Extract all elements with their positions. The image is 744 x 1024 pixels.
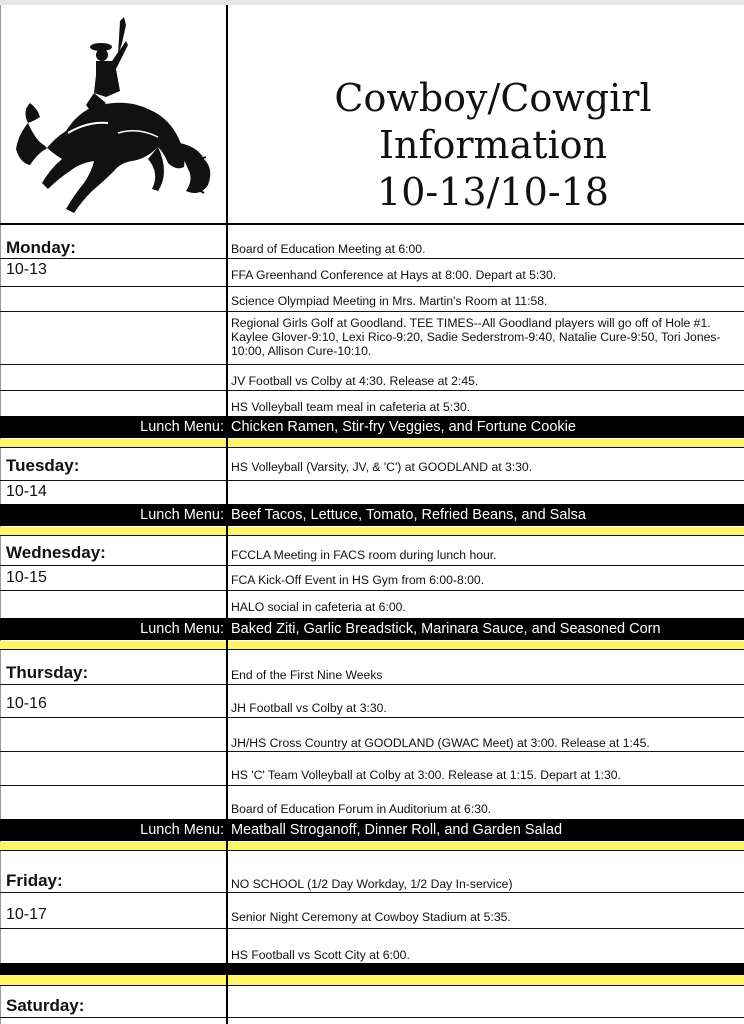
table-row xyxy=(0,718,744,752)
lunch-menu-label: Lunch Menu: xyxy=(140,621,224,637)
event-item: HS 'C' Team Volleyball at Colby at 3:00. Release at 1:15. Depart at 1:30. xyxy=(231,768,621,782)
date-label-thursday: 10-16 xyxy=(6,695,47,712)
day-label-wednesday: Wednesday: xyxy=(6,543,106,562)
table-row xyxy=(0,929,744,962)
event-item: HS Football vs Scott City at 6:00. xyxy=(231,948,410,962)
page-title xyxy=(258,75,728,216)
event-item: NO SCHOOL (1/2 Day Workday, 1/2 Day In-service) xyxy=(231,877,513,891)
title-line-2: Information xyxy=(378,123,608,167)
table-row xyxy=(0,685,744,718)
highlight-strip xyxy=(0,439,744,448)
event-item: End of the First Nine Weeks xyxy=(231,668,383,682)
day-label-monday: Monday: xyxy=(6,238,76,257)
column-divider xyxy=(226,5,228,1024)
title-line-1: Cowboy/Cowgirl xyxy=(334,76,652,120)
highlight-strip xyxy=(0,975,744,986)
date-label-monday: 10-13 xyxy=(6,261,47,278)
table-row xyxy=(0,450,744,481)
table-row xyxy=(0,538,744,566)
event-item: FCCLA Meeting in FACS room during lunch hour. xyxy=(231,548,497,562)
day-label-tuesday: Tuesday: xyxy=(6,456,80,475)
lunch-menu-label: Lunch Menu: xyxy=(140,419,224,435)
event-item: Board of Education Forum in Auditorium at 6:30. xyxy=(231,802,492,816)
highlight-strip xyxy=(0,641,744,650)
title-line-3: 10-13/10-18 xyxy=(377,170,609,214)
event-item: FFA Greenhand Conference at Hays at 8:00. Depart at 5:30. xyxy=(231,268,557,282)
day-label-thursday: Thursday: xyxy=(6,663,89,682)
lunch-menu-bar xyxy=(0,416,744,438)
table-row xyxy=(0,259,744,287)
lunch-menu-bar xyxy=(0,963,744,975)
table-row xyxy=(0,591,744,615)
lunch-menu-label: Lunch Menu: xyxy=(140,507,224,523)
event-item: HS Volleyball team meal in cafeteria at 5:30. xyxy=(231,400,471,414)
table-row xyxy=(0,287,744,312)
table-row xyxy=(0,481,744,503)
table-row xyxy=(0,365,744,391)
table-row xyxy=(0,752,744,786)
lunch-menu-bar xyxy=(0,819,744,841)
lunch-menu-label: Lunch Menu: xyxy=(140,822,224,838)
table-row xyxy=(0,786,744,817)
lunch-menu-bar xyxy=(0,504,744,526)
event-item: HALO social in cafeteria at 6:00. xyxy=(231,600,406,614)
event-item: JH Football vs Colby at 3:30. xyxy=(231,701,387,715)
table-row xyxy=(0,652,744,685)
table-row xyxy=(0,987,744,1018)
table-row xyxy=(0,566,744,591)
event-item: FCA Kick-Off Event in HS Gym from 6:00-8:00. xyxy=(231,573,485,587)
day-label-saturday: Saturday: xyxy=(6,996,85,1015)
event-item: JH/HS Cross Country at GOODLAND (GWAC Meet) at 3:00. Release at 1:45. xyxy=(231,736,650,750)
lunch-menu-items: Meatball Stroganoff, Dinner Roll, and Garden Salad xyxy=(231,822,563,838)
day-label-friday: Friday: xyxy=(6,871,63,890)
lunch-menu-items: Chicken Ramen, Stir-fry Veggies, and Fortune Cookie xyxy=(231,419,576,435)
highlight-strip xyxy=(0,527,744,536)
lunch-menu-items: Baked Ziti, Garlic Breadstick, Marinara Sauce, and Seasoned Corn xyxy=(231,621,661,637)
table-row xyxy=(0,312,744,365)
event-item: Regional Girls Golf at Goodland. TEE TIMES--All Goodland players will go off of Hole #1. Kaylee Glover-9:10, Lexi Rico-9:20, Sadie Sederstrom-9:40, Natalie Cure-9:50, Tori Jones-10:00, Allison Cure-10:10. xyxy=(231,316,721,358)
event-item: JV Football vs Colby at 4:30. Release at 2:45. xyxy=(231,374,479,388)
event-item: HS Volleyball (Varsity, JV, & 'C') at GOODLAND at 3:30. xyxy=(231,460,533,474)
table-row xyxy=(0,225,744,259)
date-label-wednesday: 10-15 xyxy=(6,569,47,586)
date-label-friday: 10-17 xyxy=(6,906,47,923)
lunch-menu-items: Beef Tacos, Lettuce, Tomato, Refried Beans, and Salsa xyxy=(231,507,586,523)
lunch-menu-bar xyxy=(0,618,744,640)
highlight-strip xyxy=(0,842,744,851)
schedule-header xyxy=(0,5,744,225)
date-label-tuesday: 10-14 xyxy=(6,483,47,500)
table-row xyxy=(0,853,744,893)
event-item: Science Olympiad Meeting in Mrs. Martin's Room at 11:58. xyxy=(231,294,548,308)
table-row xyxy=(0,893,744,929)
bucking-horse-rider-icon xyxy=(8,13,220,218)
event-item: Board of Education Meeting at 6:00. xyxy=(231,242,426,256)
event-item: Senior Night Ceremony at Cowboy Stadium at 5:35. xyxy=(231,910,511,924)
table-row xyxy=(0,391,744,414)
